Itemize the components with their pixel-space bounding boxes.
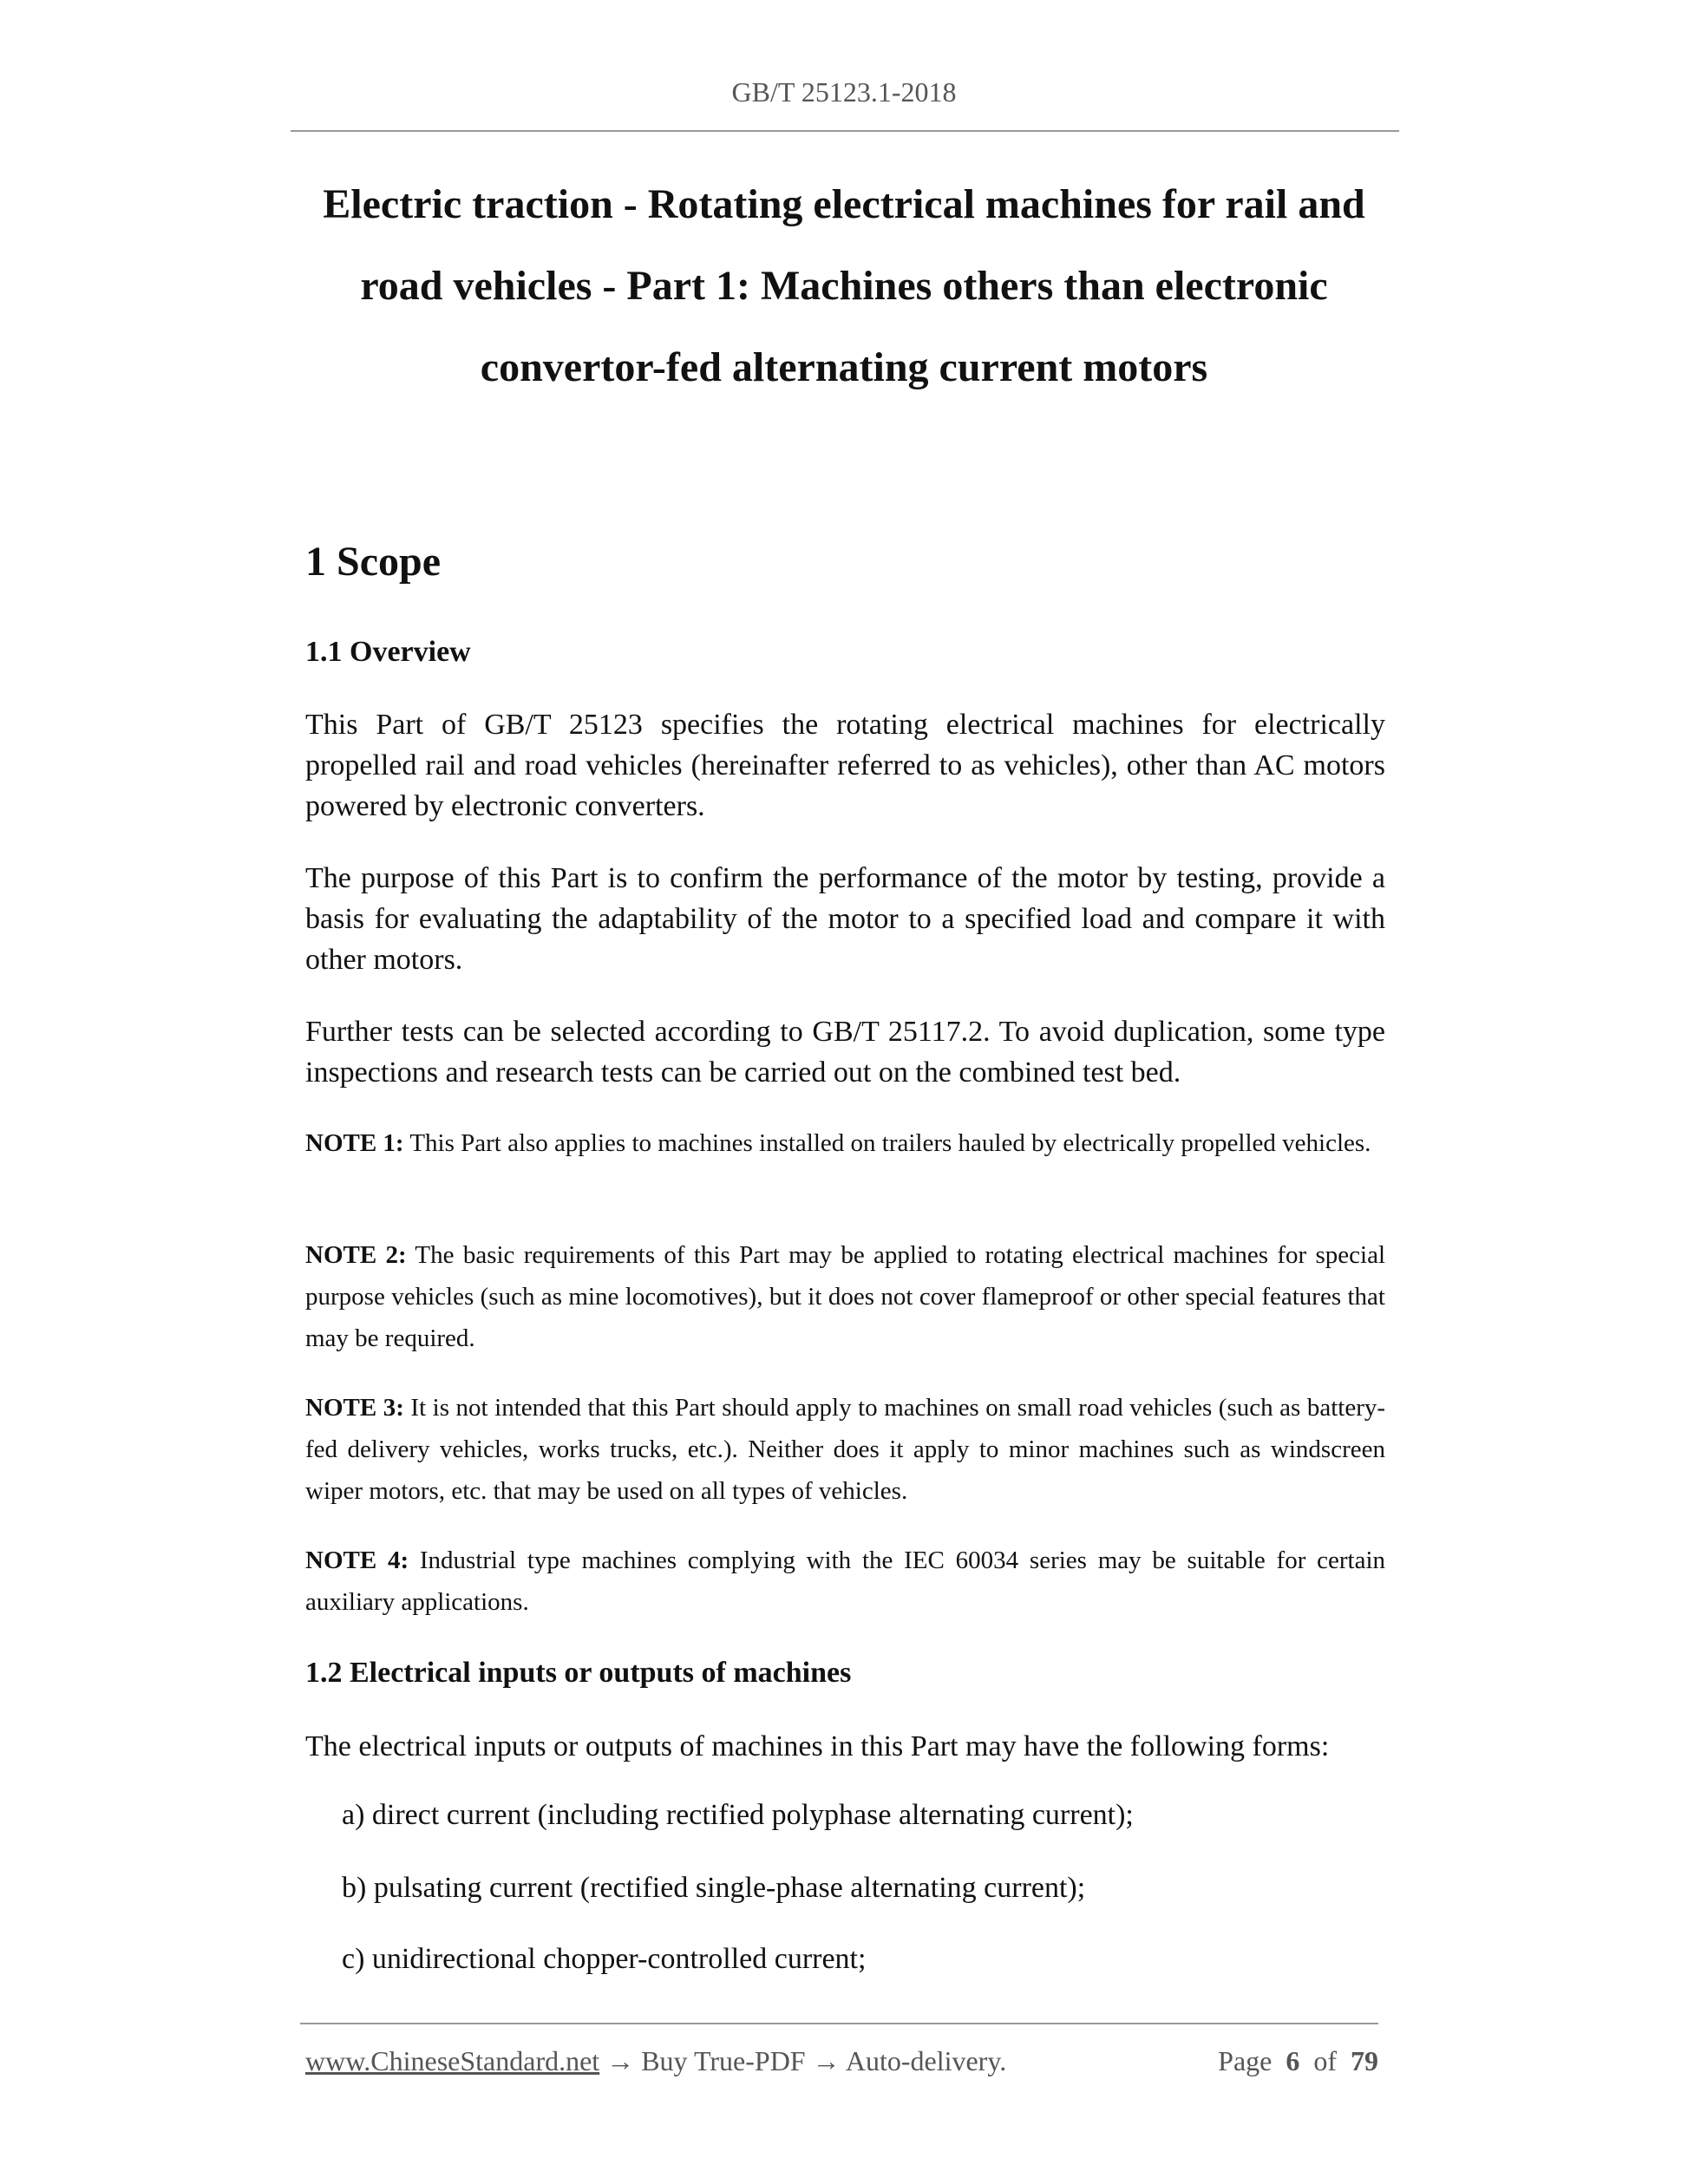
note-label: NOTE 3: — [305, 1394, 404, 1422]
subsection-heading-1-2: 1.2 Electrical inputs or outputs of machines — [305, 1657, 852, 1689]
list-item: a) direct current (including rectified polyphase alternating current); — [342, 1799, 1134, 1831]
footer-divider — [300, 2023, 1378, 2024]
footer-promo — [305, 2045, 1006, 2077]
note-3 — [305, 1387, 1385, 1512]
header-divider — [291, 130, 1399, 132]
note-2 — [305, 1234, 1385, 1359]
title-line-2: road vehicles - Part 1: Machines others than electronic — [360, 263, 1328, 309]
paragraph: This Part of GB/T 25123 specifies the rotating electrical machines for electrically propelled rail and road vehicles (hereinafter referred to as vehicles), other than AC motors powered by electronic converters. — [305, 709, 1385, 822]
note-text: Industrial type machines complying with the IEC 60034 series may be suitable for certain auxiliary applications. — [305, 1546, 1386, 1616]
note-text: It is not intended that this Part should apply to machines on small road vehicles (such as battery-fed delivery vehicles, works trucks, etc.). Neither does it apply to minor machines such as windscreen wiper motors, etc. that may be used on all types of vehicles. — [305, 1394, 1386, 1505]
of-label: of — [1313, 2045, 1337, 2076]
page-total: 79 — [1351, 2045, 1378, 2076]
note-1 — [305, 1122, 1385, 1164]
website-link[interactable]: www.ChineseStandard.net — [305, 2045, 600, 2076]
paragraph: The purpose of this Part is to confirm the performance of the motor by testing, provide a basis for evaluating the adaptability of the motor to a specified load and compare it with other motors. — [305, 862, 1385, 976]
note-label: NOTE 2: — [305, 1241, 407, 1269]
title-line-3: convertor-fed alternating current motors — [480, 344, 1208, 390]
footer — [305, 2045, 1378, 2077]
paragraph: The electrical inputs or outputs of machines in this Part may have the following forms: — [305, 1730, 1330, 1762]
note-4 — [305, 1540, 1385, 1623]
note-label: NOTE 1: — [305, 1129, 404, 1157]
note-text: This Part also applies to machines installed on trailers hauled by electrically propelled vehicles. — [403, 1129, 1371, 1157]
subsection-heading-1-1: 1.1 Overview — [305, 636, 471, 668]
title-line-1: Electric traction - Rotating electrical machines for rail and — [323, 181, 1365, 227]
footer-promo-text: → Buy True-PDF → Auto-delivery. — [599, 2045, 1007, 2076]
note-text: The basic requirements of this Part may be applied to rotating electrical machines for special purpose vehicles (such as mine locomotives), but it does not cover flameproof or other special features that may be required. — [305, 1241, 1386, 1352]
running-header: GB/T 25123.1-2018 — [731, 76, 957, 108]
page-number: 6 — [1286, 2045, 1300, 2076]
list-item: b) pulsating current (rectified single-phase alternating current); — [342, 1872, 1086, 1904]
page-label: Page — [1218, 2045, 1273, 2076]
page-indicator — [1218, 2045, 1378, 2077]
note-label: NOTE 4: — [305, 1546, 409, 1574]
list-item: c) unidirectional chopper-controlled current; — [342, 1943, 867, 1975]
section-heading: 1 Scope — [305, 539, 441, 585]
paragraph: Further tests can be selected according to GB/T 25117.2. To avoid duplication, some type inspections and research tests can be carried out on the combined test bed. — [305, 1016, 1385, 1089]
